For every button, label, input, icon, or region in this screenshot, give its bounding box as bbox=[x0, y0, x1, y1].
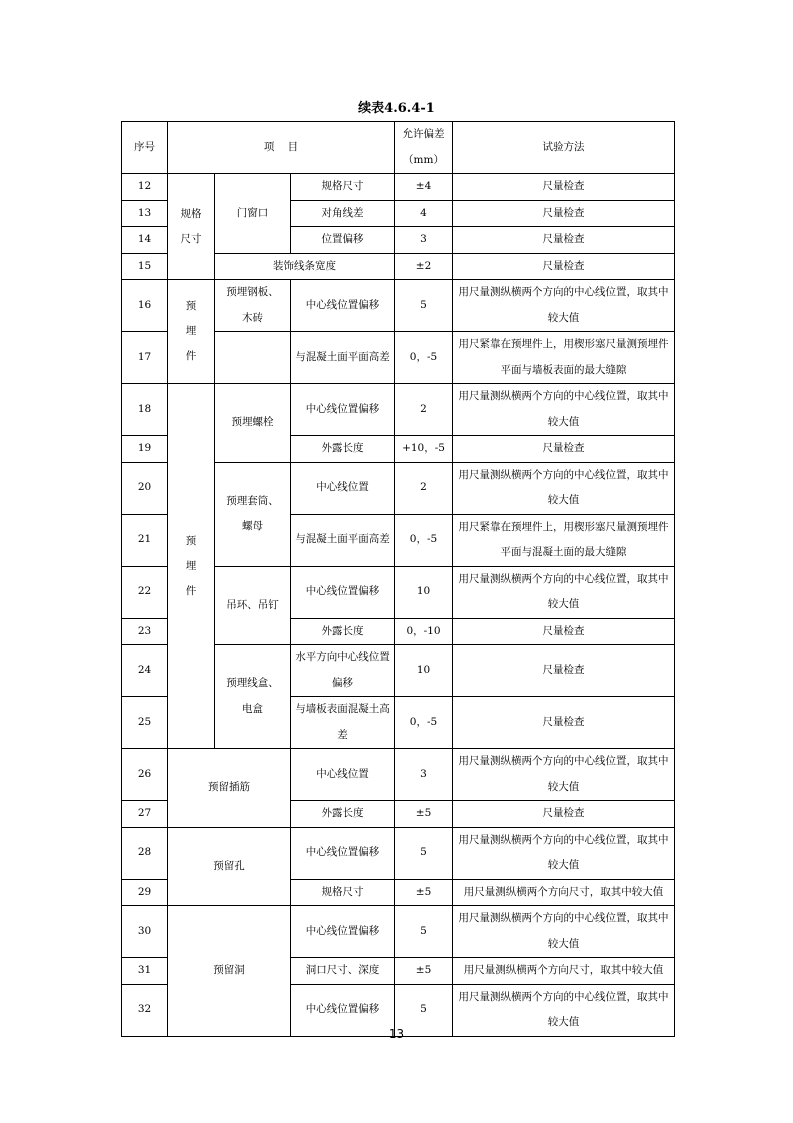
table-caption: 续表4.6.4-1 bbox=[358, 101, 435, 116]
tolerance-value: 0，-5 bbox=[395, 514, 453, 566]
tolerance-value: 10 bbox=[395, 645, 453, 697]
check-item: 与混凝土面平面高差 bbox=[291, 332, 395, 384]
group-text: 埋 bbox=[185, 559, 197, 572]
header-method: 试验方法 bbox=[453, 122, 675, 174]
subgroup-sleeve-nut bbox=[215, 462, 291, 566]
tolerance-value: 0，-10 bbox=[395, 618, 453, 645]
group-reserved-rebar: 预留插筋 bbox=[168, 749, 291, 828]
group-reserved-opening: 预留洞 bbox=[168, 906, 291, 1037]
test-method: 用尺量测纵横两个方向的中心线位置，取其中较大值 bbox=[453, 384, 675, 436]
row-number: 27 bbox=[122, 801, 168, 828]
test-method: 用尺量测纵横两个方向的中心线位置，取其中较大值 bbox=[453, 906, 675, 958]
row-number: 29 bbox=[122, 879, 168, 906]
test-method: 尺量检查 bbox=[453, 618, 675, 645]
row-number: 30 bbox=[122, 906, 168, 958]
subgroup-door-window: 门窗口 bbox=[215, 174, 291, 254]
test-method: 尺量检查 bbox=[453, 645, 675, 697]
subgroup-text: 木砖 bbox=[242, 311, 263, 324]
tolerance-value: 0，-5 bbox=[395, 697, 453, 749]
table-row bbox=[122, 749, 675, 801]
row-number: 16 bbox=[122, 280, 168, 332]
group-embedded-parts bbox=[168, 384, 215, 749]
check-item: 规格尺寸 bbox=[291, 879, 395, 906]
tolerance-value: 3 bbox=[395, 749, 453, 801]
tolerance-value: 0，-5 bbox=[395, 332, 453, 384]
page-number: 13 bbox=[388, 1027, 405, 1041]
row-number: 31 bbox=[122, 958, 168, 985]
row-number: 26 bbox=[122, 749, 168, 801]
test-method: 尺量检查 bbox=[453, 436, 675, 463]
group-text: 规格 bbox=[180, 207, 202, 220]
check-item: 中心线位置偏移 bbox=[291, 280, 395, 332]
check-item: 装饰线条宽度 bbox=[215, 253, 395, 280]
test-method: 尺量检查 bbox=[453, 801, 675, 828]
group-reserved-hole: 预留孔 bbox=[168, 827, 291, 906]
header-tolerance-line1: 允许偏差 bbox=[402, 128, 445, 140]
test-method: 用尺量测纵横两个方向的中心线位置，取其中较大值 bbox=[453, 462, 675, 514]
row-number: 28 bbox=[122, 827, 168, 879]
header-item: 项 目 bbox=[168, 122, 395, 174]
tolerance-value: 5 bbox=[395, 984, 453, 1036]
check-item: 外露长度 bbox=[291, 801, 395, 828]
tolerance-value: ±4 bbox=[395, 174, 453, 201]
group-spec-size bbox=[168, 174, 215, 280]
test-method: 尺量检查 bbox=[453, 174, 675, 201]
row-number: 19 bbox=[122, 436, 168, 463]
tolerance-value: 2 bbox=[395, 462, 453, 514]
check-item: 外露长度 bbox=[291, 618, 395, 645]
check-item: 洞口尺寸、深度 bbox=[291, 958, 395, 985]
tolerance-value: 2 bbox=[395, 384, 453, 436]
row-number: 24 bbox=[122, 645, 168, 697]
check-item: 中心线位置 bbox=[291, 462, 395, 514]
group-embedded-parts bbox=[168, 280, 215, 384]
test-method: 用尺紧靠在预埋件上，用楔形塞尺量测预埋件平面与墙板表面的最大缝隙 bbox=[453, 332, 675, 384]
row-number: 17 bbox=[122, 332, 168, 384]
check-item: 中心线位置 bbox=[291, 749, 395, 801]
tolerance-value: +10，-5 bbox=[395, 436, 453, 463]
tolerance-value: 5 bbox=[395, 280, 453, 332]
subgroup-steel-plate bbox=[215, 280, 291, 332]
table-row bbox=[122, 906, 675, 958]
row-number: 22 bbox=[122, 566, 168, 618]
row-number: 18 bbox=[122, 384, 168, 436]
tolerance-value: 10 bbox=[395, 566, 453, 618]
row-number: 20 bbox=[122, 462, 168, 514]
row-number: 13 bbox=[122, 200, 168, 227]
row-number: 23 bbox=[122, 618, 168, 645]
check-item: 与混凝土面平面高差 bbox=[291, 514, 395, 566]
check-item: 与墙板表面混凝土高差 bbox=[291, 697, 395, 749]
row-number: 25 bbox=[122, 697, 168, 749]
row-number: 15 bbox=[122, 253, 168, 280]
subgroup-text: 预理套筒、 bbox=[226, 494, 279, 507]
tolerance-table bbox=[121, 121, 675, 1037]
check-item: 中心线位置偏移 bbox=[291, 984, 395, 1036]
row-number: 21 bbox=[122, 514, 168, 566]
tolerance-value: 3 bbox=[395, 227, 453, 254]
check-item: 位置偏移 bbox=[291, 227, 395, 254]
table-header-row bbox=[122, 122, 675, 174]
subgroup-text: 预理线盒、 bbox=[226, 677, 279, 689]
test-method: 用尺紧靠在预埋件上，用楔形塞尺量测预埋件平面与混凝土面的最大缝隙 bbox=[453, 514, 675, 566]
check-item: 中心线位置偏移 bbox=[291, 566, 395, 618]
test-method: 用尺量测纵横两个方向的中心线位置，取其中较大值 bbox=[453, 827, 675, 879]
tolerance-value: ±2 bbox=[395, 253, 453, 280]
row-number: 14 bbox=[122, 227, 168, 254]
group-text: 预 bbox=[185, 534, 197, 547]
tolerance-value: 4 bbox=[395, 200, 453, 227]
test-method: 尺量检查 bbox=[453, 253, 675, 280]
header-seq: 序号 bbox=[122, 122, 168, 174]
test-method: 用尺量测纵横两个方向的中心线位置，取其中较大值 bbox=[453, 984, 675, 1036]
subgroup-junction-box bbox=[215, 645, 291, 749]
table-row bbox=[122, 384, 675, 436]
group-text: 尺寸 bbox=[180, 232, 202, 245]
subgroup-bolt: 预埋螺栓 bbox=[215, 384, 291, 463]
tolerance-value: ±5 bbox=[395, 879, 453, 906]
check-item: 中心线位置偏移 bbox=[291, 827, 395, 879]
test-method: 用尺量测纵横两个方向的中心线位置，取其中较大值 bbox=[453, 280, 675, 332]
group-text: 件 bbox=[185, 350, 197, 362]
subgroup-hook: 吊环、吊钉 bbox=[215, 566, 291, 645]
table-row bbox=[122, 280, 675, 332]
check-item: 外露长度 bbox=[291, 436, 395, 463]
row-number: 32 bbox=[122, 984, 168, 1036]
tolerance-value: ±5 bbox=[395, 958, 453, 985]
check-item: 中心线位置偏移 bbox=[291, 906, 395, 958]
test-method: 用尺量测纵横两个方向尺寸，取其中较大值 bbox=[453, 958, 675, 985]
row-number: 12 bbox=[122, 174, 168, 201]
test-method: 尺量检查 bbox=[453, 200, 675, 227]
check-item: 水平方向中心线位置偏移 bbox=[291, 645, 395, 697]
group-text: 预 bbox=[185, 300, 197, 312]
table-row bbox=[122, 174, 675, 201]
subgroup-empty bbox=[215, 332, 291, 384]
subgroup-text: 电盒 bbox=[242, 702, 263, 715]
test-method: 用尺量测纵横两个方向的中心线位置，取其中较大值 bbox=[453, 566, 675, 618]
test-method: 用尺量测纵横两个方向尺寸，取其中较大值 bbox=[453, 879, 675, 906]
header-tolerance-line2: （mm） bbox=[403, 153, 444, 166]
test-method: 尺量检查 bbox=[453, 697, 675, 749]
test-method: 用尺量测纵横两个方向的中心线位置，取其中较大值 bbox=[453, 749, 675, 801]
check-item: 对角线差 bbox=[291, 200, 395, 227]
check-item: 中心线位置偏移 bbox=[291, 384, 395, 436]
subgroup-text: 预埋钢板、 bbox=[226, 286, 279, 298]
tolerance-value: 5 bbox=[395, 827, 453, 879]
group-text: 件 bbox=[185, 584, 197, 597]
table-row bbox=[122, 827, 675, 879]
test-method: 尺量检查 bbox=[453, 227, 675, 254]
check-item: 规格尺寸 bbox=[291, 174, 395, 201]
header-tolerance bbox=[395, 122, 453, 174]
tolerance-value: ±5 bbox=[395, 801, 453, 828]
group-text: 埋 bbox=[185, 325, 197, 337]
subgroup-text: 螺母 bbox=[242, 520, 263, 532]
tolerance-value: 5 bbox=[395, 906, 453, 958]
